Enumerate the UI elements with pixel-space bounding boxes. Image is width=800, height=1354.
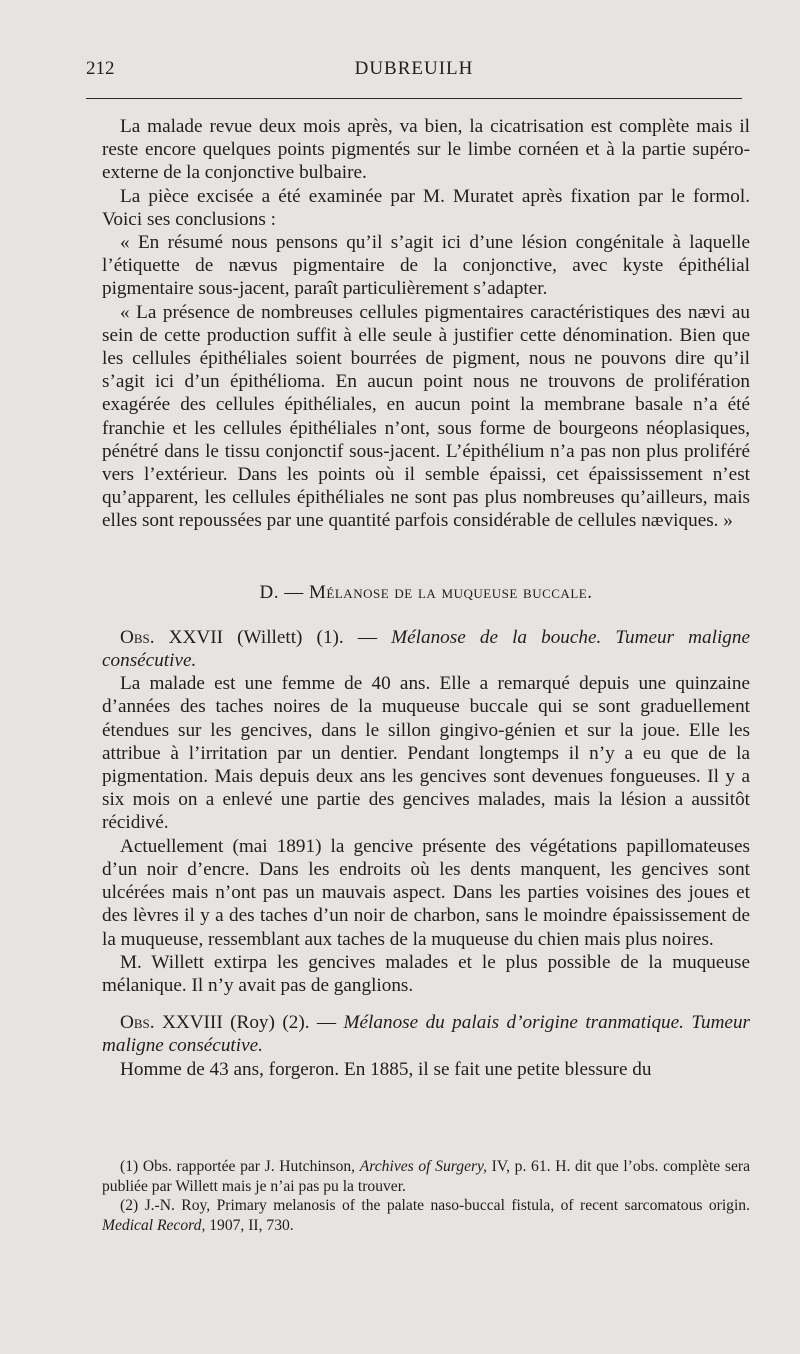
footnote-text: (1) Obs. rapportée par J. Hutchinson, <box>120 1158 360 1175</box>
footnote-text: (2) J.-N. Roy, Primary melanosis of the palate naso-buccal fistula, of recent sarcomatous origin. <box>120 1197 750 1214</box>
footnote-2 <box>102 1196 750 1235</box>
paragraph: Homme de 43 ans, forgeron. En 1885, il se fait une petite blessure du <box>120 1058 652 1080</box>
page-number: 212 <box>86 58 115 79</box>
quote-paragraph: « La présence de nombreuses cellules pigmentaires caractéristiques des nævi au sein de cette production suffit à elle seule à justifier cette dénomination. Bien que les cellules épithéliales soient bourrées de pigment, nous ne pouvons dire qu’il s’agit ici d’un épithélioma. En aucun point nous ne trouvons de prolifération exagérée des cellules épithéliales, en aucun point la membrane basale n’a été franchie et les cellules épithéliales n’ont, sous forme de bourgeons néoplasiques, pénétré dans le tissu conjonctif sous-jacent. L’épithélium n’a pas non plus proliféré vers l’extérieur. Dans les points où il semble épaissi, cet épaississement n’est qu’apparent, les cellules épithéliales ne sont pas plus nombreuses qu’ailleurs, mais elles sont repoussées par une quantité parfois considérable de cellules næviques. » <box>102 301 750 532</box>
obs-label: Obs. XXVIII <box>120 1012 223 1034</box>
running-title: DUBREUILH <box>354 58 474 79</box>
obs-title: Mélanose de la bouche. Tumeur maligne consécutive. <box>102 626 751 672</box>
obs-source: (Willett) (1). — <box>223 626 392 648</box>
obs-title: Mélanose du palais d’origine tranmatique. Tumeur maligne consécutive. <box>102 1012 751 1057</box>
main-text <box>102 115 750 1081</box>
quote-paragraph: « En résumé nous pensons qu’il s’agit ici d’une lésion congénitale à laquelle l’étiquette de nævus pigmentaire de la conjonctive, avec kyste épithélial pigmentaire sous-jacent, paraît particulièrement s’adapter. <box>102 232 750 300</box>
observation-heading <box>102 626 750 672</box>
footnote-text: 1907, II, 730. <box>205 1216 294 1234</box>
header-rule <box>86 98 742 99</box>
paragraph: M. Willett extirpa les gencives malades et le plus possible de la muqueuse mélanique. Il n’y avait pas de ganglions. <box>102 951 750 996</box>
footnote-journal: Medical Record, <box>102 1216 206 1234</box>
section-letter: D. — <box>259 581 304 603</box>
paragraph: La malade revue deux mois après, va bien, la cicatrisation est complète mais il reste encore quelques points pigmentés sur le limbe cornéen et à la partie supéro-externe de la conjonctive bulbaire. <box>102 116 750 184</box>
footnote-journal: Archives of Surgery, <box>359 1158 488 1175</box>
obs-label: Obs. XXVII <box>120 626 224 648</box>
paragraph: La malade est une femme de 40 ans. Elle a remarqué depuis une quinzaine d’années des taches noires de la muqueuse buccale qui se sont graduellement étendues sur les gencives, dans le sillon gingivo-génien et sur la joue. Elle les attribue à l’irritation par un dentier. Pendant longtemps il n’y a eu que de la pigmentation. Mais depuis deux ans les gencives sont devenues fongueuses. Il y a six mois on a enlevé une partie des gencives malades, mais la lésion a aussitôt récidivé. <box>102 673 750 834</box>
footnotes <box>102 1157 750 1235</box>
paragraph: La pièce excisée a été examinée par M. Muratet après fixation par le formol. Voici ses conclusions : <box>102 185 750 230</box>
footnote-text: IV, p. 61. H. dit que l’obs. complète sera publiée par Willett mais je n’ai pas pu la trouver. <box>102 1158 750 1195</box>
paragraph: Actuellement (mai 1891) la gencive présente des végétations papillomateuses d’un noir d’encre. Dans les endroits où les dents manquent, les gencives sont ulcérées mais n’ont pas un mauvais aspect. Dans les parties voisines des joues et des lèvres il y a des taches d’un noir de charbon, sans le moindre épaississement de la muqueuse, ressemblant aux taches de la muqueuse du chien mais plus noires. <box>102 835 750 950</box>
observation-heading <box>102 1011 750 1057</box>
footnote-1 <box>102 1157 750 1196</box>
obs-source: (Roy) (2). — <box>222 1012 344 1034</box>
running-header <box>86 58 742 88</box>
section-title: Mélanose de la muqueuse buccale. <box>309 581 593 603</box>
section-heading <box>102 581 750 604</box>
